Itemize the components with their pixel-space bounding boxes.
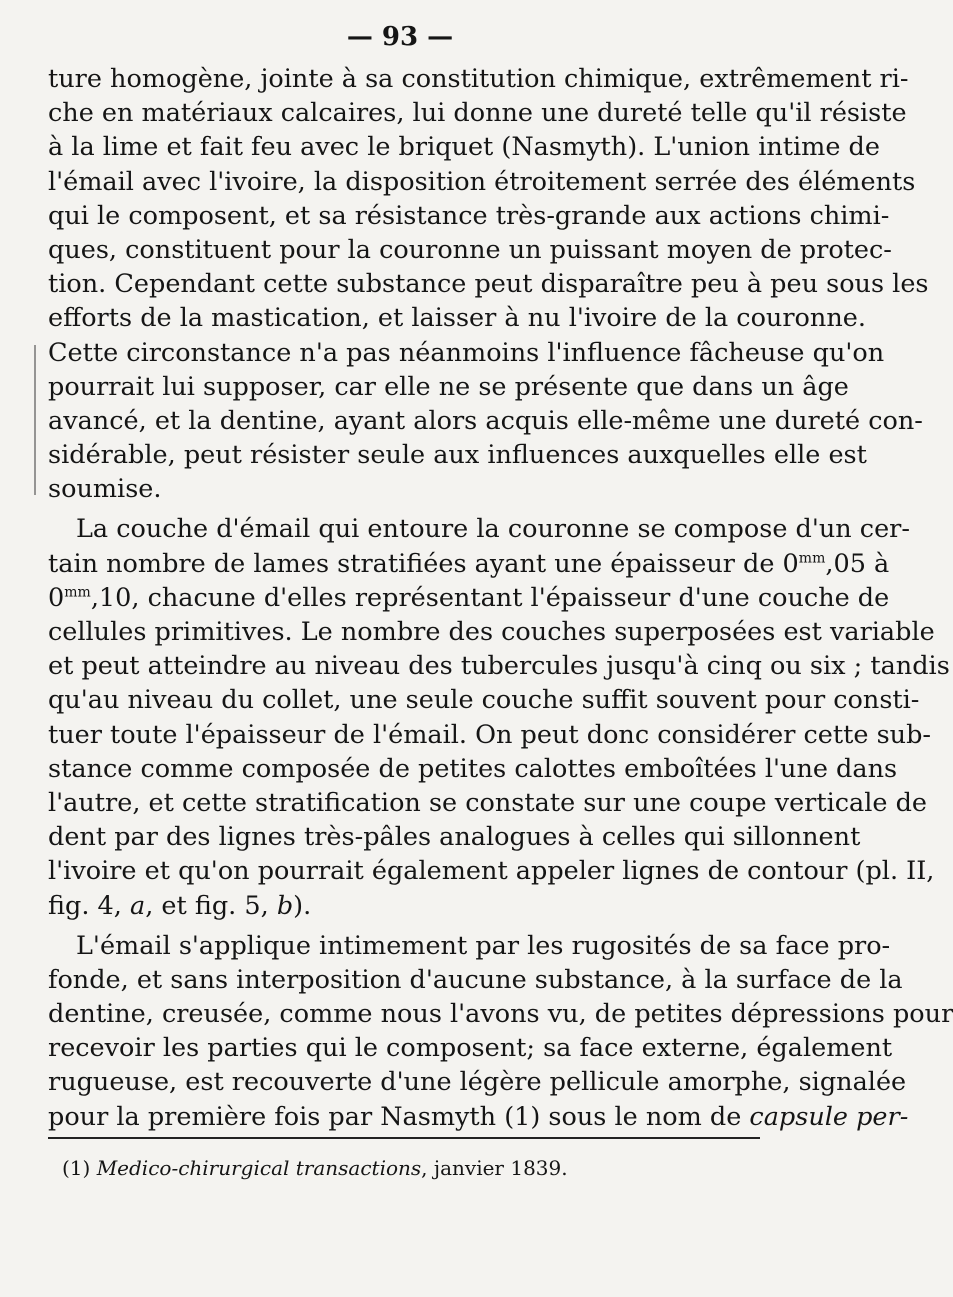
text-line: stance comme composée de petites calottes emboîtées l'une dans	[48, 753, 898, 784]
text-line: L'émail s'applique intimement par les rugosités de sa face pro-	[76, 930, 891, 961]
text-line: cellules primitives. Le nombre des couches superposées est variable	[48, 617, 935, 647]
text-line: avancé, et la dentine, ayant alors acquis elle-même une dureté con-	[48, 405, 923, 436]
text-line: l'émail avec l'ivoire, la disposition étroitement serrée des éléments	[48, 166, 916, 197]
text-segment: ,10, chacune d'elles représentant l'épaisseur d'une couche de	[90, 582, 890, 613]
footnote-title: Medico-chirurgical transactions	[96, 1156, 422, 1180]
text-line: ques, constituent pour la couronne un puissant moyen de protec-	[48, 234, 892, 265]
text-line: pourrait lui supposer, car elle ne se présente que dans un âge	[48, 371, 849, 402]
text-line: dent par des lignes très-pâles analogues à celles qui sillonnent	[48, 822, 861, 853]
text-line: fonde, et sans interposition d'aucune substance, à la surface de la	[48, 964, 903, 995]
text-line	[48, 547, 890, 581]
text-line: dentine, creusée, comme nous l'avons vu, de petites dépressions pour	[48, 999, 953, 1030]
text-line: l'autre, et cette stratification se constate sur une coupe verticale de	[48, 787, 928, 818]
text-segment: pour la première fois par Nasmyth (1) sous le nom de	[48, 1101, 750, 1132]
page-number: — 93 —	[346, 22, 454, 52]
text-line: l'ivoire et qu'on pourrait également appeler lignes de contour (pl. II,	[48, 856, 935, 887]
text-line: tuer toute l'épaisseur de l'émail. On peut donc considérer cette sub-	[48, 719, 932, 750]
text-line: La couche d'émail qui entoure la couronne se compose d'un cer-	[76, 514, 910, 545]
unit-superscript: mm	[798, 550, 826, 567]
text-line: tion. Cependant cette substance peut disparaître peu à peu sous les	[48, 269, 929, 300]
text-line: che en matériaux calcaires, lui donne une dureté telle qu'il résiste	[48, 98, 907, 129]
footnote	[62, 1156, 568, 1180]
text-line	[48, 581, 890, 615]
main-text	[48, 62, 953, 1134]
footnote-rule	[48, 1137, 760, 1139]
text-segment: ).	[293, 890, 312, 921]
text-segment: fig. 4,	[48, 890, 130, 921]
text-line: qui le composent, et sa résistance très-grande aux actions chimi-	[48, 200, 890, 231]
text-segment-italic: capsule per-	[749, 1101, 909, 1132]
text-line: rugueuse, est recouverte d'une légère pellicule amorphe, signalée	[48, 1067, 907, 1098]
unit-superscript: mm	[64, 584, 91, 601]
footnote-marker: (1)	[62, 1156, 97, 1180]
text-line: recevoir les parties qui le composent; sa face externe, également	[48, 1033, 893, 1064]
text-line: Cette circonstance n'a pas néanmoins l'influence fâcheuse qu'on	[48, 337, 885, 368]
text-line: efforts de la mastication, et laisser à nu l'ivoire de la couronne.	[48, 303, 866, 334]
text-segment-italic: a	[129, 890, 146, 921]
text-segment-italic: b	[276, 890, 294, 921]
text-line: et peut atteindre au niveau des tubercules jusqu'à cinq ou six ; tandis	[48, 651, 950, 682]
footnote-rest: , janvier 1839.	[421, 1156, 568, 1180]
text-line: ture homogène, jointe à sa constitution chimique, extrêmement ri-	[48, 64, 909, 94]
text-line: soumise.	[48, 474, 162, 505]
margin-pencil-mark	[34, 345, 36, 495]
text-line	[48, 889, 766, 923]
text-segment: , et fig. 5,	[145, 890, 277, 921]
text-segment: tain nombre de lames stratifiées ayant une épaisseur de 0	[48, 548, 799, 579]
text-line: à la lime et fait feu avec le briquet (Nasmyth). L'union intime de	[48, 132, 880, 163]
text-segment: 0	[48, 582, 65, 613]
text-segment: ,05 à	[825, 548, 890, 579]
text-line	[48, 1100, 909, 1134]
text-line: qu'au niveau du collet, une seule couche suffit souvent pour consti-	[48, 685, 920, 716]
text-line: sidérable, peut résister seule aux influences auxquelles elle est	[48, 440, 867, 471]
